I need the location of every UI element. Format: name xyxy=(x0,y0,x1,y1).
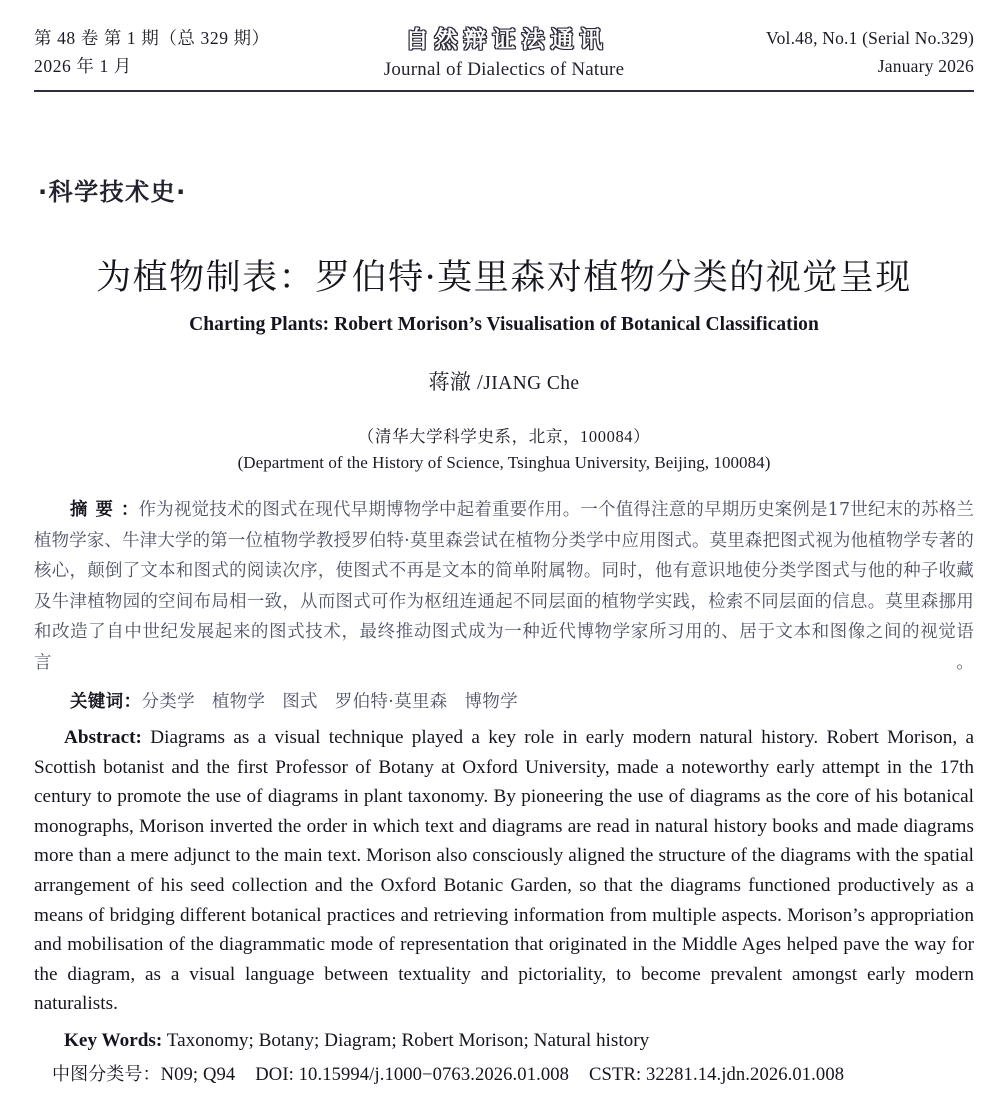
author-name-en: JIANG Che xyxy=(483,373,580,394)
classification-line xyxy=(34,1060,974,1089)
keywords-en xyxy=(34,1026,974,1055)
abstract-cn xyxy=(34,495,974,678)
clc-value: N09; Q94 xyxy=(160,1063,236,1085)
masthead-right xyxy=(634,24,974,80)
doi-label: DOI: xyxy=(255,1063,299,1085)
abstract-cn-label2: 要 xyxy=(95,500,121,520)
affiliation-en: (Department of the History of Science, Tsinghua University, Beijing, 100084) xyxy=(237,453,771,472)
cstr-value: 32281.14.jdn.2026.01.008 xyxy=(645,1063,845,1085)
issue-date-en: January 2026 xyxy=(877,56,974,76)
article-title-en: Charting Plants: Robert Morison’s Visualisation of Botanical Classification xyxy=(189,314,819,335)
masthead xyxy=(34,0,974,88)
keyword-cn-item: 博物学 xyxy=(464,692,518,712)
masthead-rule xyxy=(34,90,974,92)
title-block xyxy=(34,255,974,338)
author-separator: / xyxy=(471,370,484,394)
issue-date-cn: 2026 年 1 月 xyxy=(34,56,132,76)
keywords-cn xyxy=(34,687,974,717)
doi-value: 10.15994/j.1000−0763.2026.01.008 xyxy=(298,1063,570,1085)
keyword-cn-item: 图式 xyxy=(282,692,318,712)
keyword-cn-item: 植物学 xyxy=(211,692,266,712)
journal-title-en: Journal of Dialectics of Nature xyxy=(383,59,625,80)
issue-number-cn: 第 48 卷 第 1 期（总 329 期） xyxy=(34,28,270,48)
section-kicker: ·科学技术史· xyxy=(38,178,187,206)
abstract-cn-body: 作为视觉技术的图式在现代早期博物学中起着重要作用。一个值得注意的早期历史案例是17世纪末的苏格兰植物学家、牛津大学的第一位植物学教授罗伯特·莫里森尝试在植物分类学中应用图式。莫里森把图式视为他植物学专著的核心，颠倒了文本和图式的阅读次序，使图式不再是文本的简单附属物。同时，他有意识地使分类学图式与他的种子收藏及牛津植物园的空间布局相一致，从而图式可作为枢纽连通起不同层面的植物学实践，检索不同层面的信息。莫里森挪用和改造了自中世纪发展起来的图式技术，最终推动图式成为一种近代博物学家所习用的、居于文本和图像之间的视觉语言。 xyxy=(34,500,974,673)
affiliation-cn: （清华大学科学史系，北京，100084） xyxy=(357,427,651,446)
cstr-label: CSTR: xyxy=(589,1063,646,1085)
article-title-cn: 为植物制表：罗伯特·莫里森对植物分类的视觉呈现 xyxy=(96,258,912,298)
clc-label: 中图分类号： xyxy=(52,1063,161,1085)
author-name-cn: 蒋澈 xyxy=(428,370,472,394)
author-line xyxy=(34,368,974,398)
keyword-cn-item: 分类学 xyxy=(141,692,195,712)
journal-title-cn: 自然辩证法通讯 xyxy=(405,26,609,53)
masthead-left xyxy=(34,24,374,80)
abstract-en-body: Diagrams as a visual technique played a key role in early modern natural history. Robert Morison, a Scottish botanist and the first Professor of Botany at Oxford University, made a noteworthy early attempt in the 17th century to promote the use of diagrams in plant taxonomy. By pioneering the use of diagrams as the core of his botanical monographs, Morison inverted the order in which text and diagrams are read in natural history books and made diagrams more than a mere adjunct to the main text. Morison also consciously aligned the structure of the diagrams with the spatial arrangement of his seed collection and the Oxford Botanic Garden, so that the diagrams functioned productively as a means of bridging different botanical practices and retrieving information from multiple aspects. Morison’s appropriation and mobilisation of the diagrammatic mode of representation that originated in the Middle Ages helped pave the way for the diagram, as a visual language between textuality and pictoriality, to become prevalent amongst early modern naturalists. xyxy=(34,727,974,1015)
abstract-cn-label: 摘 xyxy=(70,500,96,520)
keywords-en-label: Key Words: xyxy=(64,1029,163,1051)
affiliation-block xyxy=(34,424,974,475)
abstract-en xyxy=(34,723,974,1019)
volume-number-en: Vol.48, No.1 (Serial No.329) xyxy=(766,28,974,48)
keywords-cn-label: 关键词： xyxy=(70,692,142,712)
masthead-center xyxy=(384,24,624,83)
abstract-en-label: Abstract: xyxy=(64,727,142,748)
abstract-cn-colon: ： xyxy=(120,500,139,520)
keyword-cn-item: 罗伯特·莫里森 xyxy=(334,692,448,712)
keywords-en-body: Taxonomy; Botany; Diagram; Robert Morison; Natural history xyxy=(162,1029,650,1051)
